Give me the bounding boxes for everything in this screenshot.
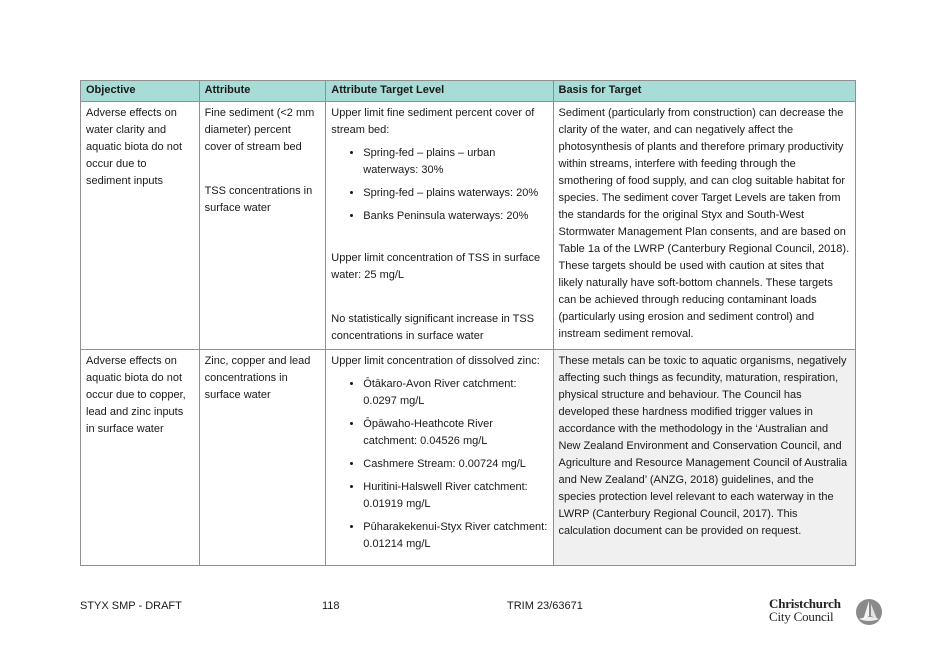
header-attribute: Attribute — [199, 81, 326, 102]
target-bullet: • Cashmere Stream: 0.00724 mg/L — [363, 456, 547, 473]
basis-cell — [553, 350, 856, 566]
target-paragraph: No statistically significant increase in TSS concentrations in surface water — [331, 313, 535, 342]
targets-table — [80, 80, 856, 566]
target-bullet-list — [331, 376, 547, 553]
target-paragraph: Upper limit concentration of TSS in surface water: 25 mg/L — [331, 252, 541, 281]
header-attribute-target-level: Attribute Target Level — [326, 81, 553, 102]
objective-text: Adverse effects on aquatic biota do not occur due to copper, lead and zinc inputs in surface water — [86, 355, 186, 435]
target-bullet: • Ōpāwaho-Heathcote River catchment: 0.04526 mg/L — [363, 416, 547, 450]
attribute-text: Zinc, copper and lead concentrations in surface water — [204, 355, 311, 401]
council-logo — [769, 597, 884, 627]
attribute-cell — [199, 350, 326, 566]
target-bullet: • Pūharakekenui-Styx River catchment: 0.01214 mg/L — [363, 519, 547, 553]
table-row — [81, 350, 856, 566]
basis-text: These metals can be toxic to aquatic organisms, negatively affecting such things as fecundity, maturation, respiration, physical structure and behaviour. The Council has developed these hardness modified trigger values in accordance with the methodology in the ‘Australian and New Zealand Environment and Conservation Council, and Agriculture and Resource Management Council of Australia and New Zealand’ (ANZG, 2018) guidelines, and the species protection level relevant to each waterway in the LWRP (Canterbury Regional Council, 2017). This calculation document can be provided on request. — [558, 355, 848, 537]
target-bullet: • Spring-fed – plains – urban waterways: 30% — [363, 145, 547, 179]
logo-wordmark — [769, 597, 841, 623]
table-header-row — [81, 81, 856, 102]
logo-line-2: City Council — [769, 609, 834, 624]
footer-doc-title: STYX SMP - DRAFT — [80, 600, 182, 612]
target-bullet: • Banks Peninsula waterways: 20% — [363, 208, 547, 225]
objective-cell — [81, 350, 200, 566]
target-bullet: • Spring-fed – plains waterways: 20% — [363, 185, 547, 202]
basis-text: Sediment (particularly from construction) can decrease the clarity of the water, and can negatively affect the photosynthesis of plants and therefore primary productivity within streams, interfere with feeding through the smothering of food supply, and can clog suitable habitat for species. The sediment cover Target Levels are taken from the standards for the original Styx and South-West Stormwater Management Plan consents, and are based on Table 1a of the LWRP (Canterbury Regional Council, 2018). These targets should be used with caution at sites that likely naturally have soft-bottom channels. These targets can be achieved through reducing contaminant loads (particularly using erosion and sediment control) and instream sediment removal. — [558, 107, 850, 340]
attribute-text: TSS concentrations in surface water — [204, 185, 313, 214]
basis-cell — [553, 102, 856, 350]
target-bullet-list — [331, 145, 547, 225]
target-intro: Upper limit fine sediment percent cover of stream bed: — [331, 107, 535, 136]
attribute-text: Fine sediment (<2 mm diameter) percent cover of stream bed — [204, 107, 315, 153]
objective-text: Adverse effects on water clarity and aquatic biota do not occur due to sediment inputs — [86, 107, 183, 187]
table-row — [81, 102, 856, 350]
target-intro: Upper limit concentration of dissolved zinc: — [331, 355, 540, 367]
council-emblem-icon — [855, 598, 883, 626]
logo-line-1: Christchurch — [769, 596, 841, 611]
objective-cell — [81, 102, 200, 350]
header-objective: Objective — [81, 81, 200, 102]
header-basis-for-target: Basis for Target — [553, 81, 856, 102]
footer-page-number: 118 — [322, 600, 340, 612]
target-bullet: • Huritini-Halswell River catchment: 0.01919 mg/L — [363, 479, 547, 513]
target-bullet: • Ōtākaro-Avon River catchment: 0.0297 mg/L — [363, 376, 547, 410]
footer-trim-reference: TRIM 23/63671 — [507, 600, 583, 612]
target-level-cell — [326, 350, 553, 566]
target-level-cell — [326, 102, 553, 350]
attribute-cell — [199, 102, 326, 350]
